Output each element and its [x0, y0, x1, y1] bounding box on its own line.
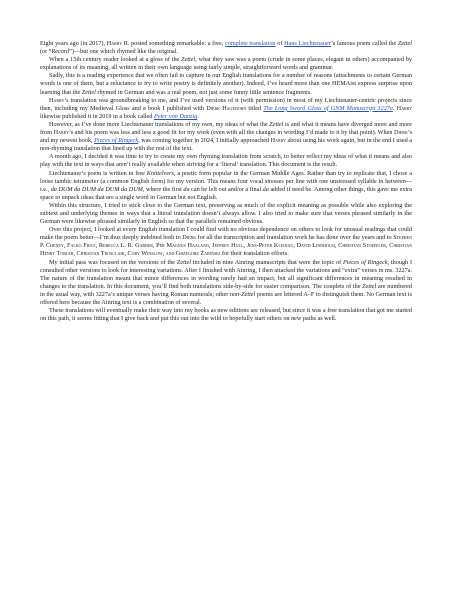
italic-text: da — [262, 185, 269, 193]
paragraph — [40, 121, 412, 153]
paragraph — [40, 56, 412, 72]
book-title-link[interactable]: The Long Sword Gloss of GNM Manuscript 3227a — [263, 104, 393, 112]
text-run: ”)—but one which rhymed like the original. — [69, 48, 178, 56]
text-run: are numbered in the usual way, with 3227a’s unique verses having Roman numerals; other non- — [40, 282, 413, 298]
text-run: , though I consulted other versions to look for interesting variations. After I finished with Ainring, I then attacked the variations and “extra” verses in ms. 3227a. The nature of the translation meant that minor differences in wording rarely had an impact, but all significant differences in meaning resulted in changes to the translation. In this document, you’ll find both translations side-by-side for easier comparison. The couplets of the — [40, 258, 413, 290]
text-run: , where the first — [142, 185, 184, 193]
italic-text: da — [183, 185, 190, 193]
text-run: (or “ — [40, 48, 52, 56]
text-run: Within this structure, I tried to stick close to the German text, preserving as much of the explicit meaning as possible while also exploring the subtext and underlying themes in ways that a literal translation doesn’t always allow. I also tried to make sure that verses phrased similarly in the German were likewise phrased similarly in English so that the parallels remained obvious. — [40, 201, 412, 226]
text-run: about using his work again, but in the end I used a non-rhyming translation that lined up with the rest of the text. — [40, 137, 412, 153]
person-name: Dierk — [182, 234, 197, 242]
hyperlink[interactable]: complete translation — [225, 40, 276, 47]
text-run: These translations will eventually make their way into my books as new editions are released, but since it was a free translation that got me started on this path, it seems fitting that I give back and put this out into the wild to hopefully start others on new paths as well. — [40, 307, 412, 323]
text-run: , what they saw was a poem (crude in some places, elegant in others) accompanied by explanations of its meaning, all written in their own language using fairly simple, straightforward words and grammar. — [40, 56, 412, 72]
person-name: Harry — [49, 96, 65, 104]
italic-text: Zettel — [181, 56, 196, 64]
italic-text: Zettel — [362, 282, 377, 290]
text-run: added if need be. Among other things, this gave me extra space to unpack ideas that are a single word in German but not English. — [40, 185, 412, 201]
italic-text: Record — [51, 48, 70, 56]
text-run: posted something remarkable: a free, — [129, 40, 226, 47]
person-name: Stephen P. Cheney, Falko Fritz, Rebecca L. R. Garber, Per Magnus Haaland, Jeffrey Hull, Jens-Peter Kleinau, David Lindholm, Christian Stoeffler, Christian Henry Tobler, Christian Trosclair, Cory Winslow, and Grzegorz Żabiński — [40, 234, 412, 258]
text-run: A month ago, I decided it was time to try to create my own rhyming translation from scratch, to better reflect my ideas of what it means and also play with the text in ways that aren’t really available when striving for a ‘literal’ translation. This document is the result. — [40, 153, 412, 169]
text-run: is and what it means have diverged more and more from — [40, 120, 412, 137]
italic-text: da DUM da DUM da DUM da DUM — [50, 185, 143, 193]
text-run: , a poetic form popular in the German Middle Ages. Rather than try to replicate that, I chose a loose iambic tetrameter (a common English form) for my version. This means four vocal stresses per line with one unstressed syllable in between—i.e., — [40, 169, 412, 193]
text-run: can be left out and/or a final — [189, 185, 263, 193]
text-run: rhymed in German and was a real poem, not just some funny little sentence fragments. — [95, 88, 312, 96]
italic-text: Zettel — [269, 120, 284, 128]
person-name: Harry R. — [106, 40, 130, 47]
text-run: . — [392, 104, 397, 112]
paragraph — [40, 170, 412, 202]
text-run: ’s famous poem called the — [331, 40, 398, 47]
book-title-link[interactable]: Pieces of Ringeck — [94, 137, 139, 145]
italic-text: Pieces of Ringeck — [343, 258, 388, 266]
person-name: Dierk — [394, 129, 408, 137]
hyperlink[interactable]: Hans Liechtenauer — [284, 40, 332, 47]
text-run: Over this project, I looked at every English translation I could find with no obvious dependence on others to look for unusual readings that could make the poem better—I’m thus deeply indebted both to — [40, 226, 412, 242]
text-run: ’s and my newest book, — [40, 129, 412, 145]
italic-text: Knittelvers — [146, 169, 174, 177]
paragraph — [40, 307, 412, 323]
document-body — [40, 40, 412, 323]
text-run: , was coming together in 2024, I initially approached — [138, 137, 271, 145]
text-run: My initial pass was focused on the versions of the — [49, 258, 177, 266]
text-run: Sadly, this is a reading experience that we often fail to capture in our English translations for a number of reasons (attachments to certain German words is one of them, but a reluctance to try to write poetry is definitely another). Indeed, I’ve heard more than one HEMAist express surprise upon learning that the — [40, 72, 412, 96]
person-name: Harry — [270, 137, 286, 145]
paragraph — [40, 72, 412, 96]
text-run: poems are lettered A–F to distinguish them. No German text is offered here because the Ainring text is a combination of several. — [40, 290, 412, 306]
text-run: ’s translation was groundbreaking to me, and I’ve used versions of it (with permission) in most of my Liechtenauer-centric projects since then, including my Medieval Gloss and a book I published with — [40, 96, 412, 112]
person-name: Harry — [53, 129, 69, 137]
person-name: Dierk Hagedorn — [206, 104, 247, 112]
italic-text: Zettel — [176, 258, 191, 266]
italic-text: Zettel — [241, 290, 256, 298]
text-run: Liechtenauer’s poem is written in free — [49, 169, 147, 177]
paragraph — [40, 202, 412, 226]
text-run: likewise published it in 2019 in a book called — [40, 112, 154, 120]
text-run: ’s and his poem was less and less a good fit for my work (even with all the changes in wording I’d made to it by that point). When — [69, 129, 395, 137]
paragraph — [40, 153, 412, 169]
book-title-link[interactable]: Peter von Danzig — [153, 112, 198, 120]
paragraph — [40, 40, 412, 56]
text-run: . — [197, 112, 199, 120]
paragraph — [40, 226, 412, 258]
paragraph — [40, 97, 412, 121]
text-run: Eight years ago (in 2017), — [40, 40, 107, 47]
text-run: for all the transcription and translation work he has done over the years and to — [196, 234, 394, 242]
italic-text: Zettel — [397, 40, 413, 47]
text-run: When a 15th century reader looked at a gloss of the — [49, 56, 182, 64]
text-run: included in nine Ainring manuscripts that were the topic of — [190, 258, 344, 266]
text-run: However, as I’ve done more Liechtenauer translations of my own, my ideas of what the — [49, 120, 270, 128]
paragraph — [40, 259, 412, 308]
text-run: titled — [246, 104, 264, 112]
text-run: for their translation efforts. — [220, 250, 289, 258]
person-name: Harry — [396, 104, 413, 112]
italic-text: Zettel — [81, 88, 96, 96]
text-run: of — [275, 40, 285, 47]
